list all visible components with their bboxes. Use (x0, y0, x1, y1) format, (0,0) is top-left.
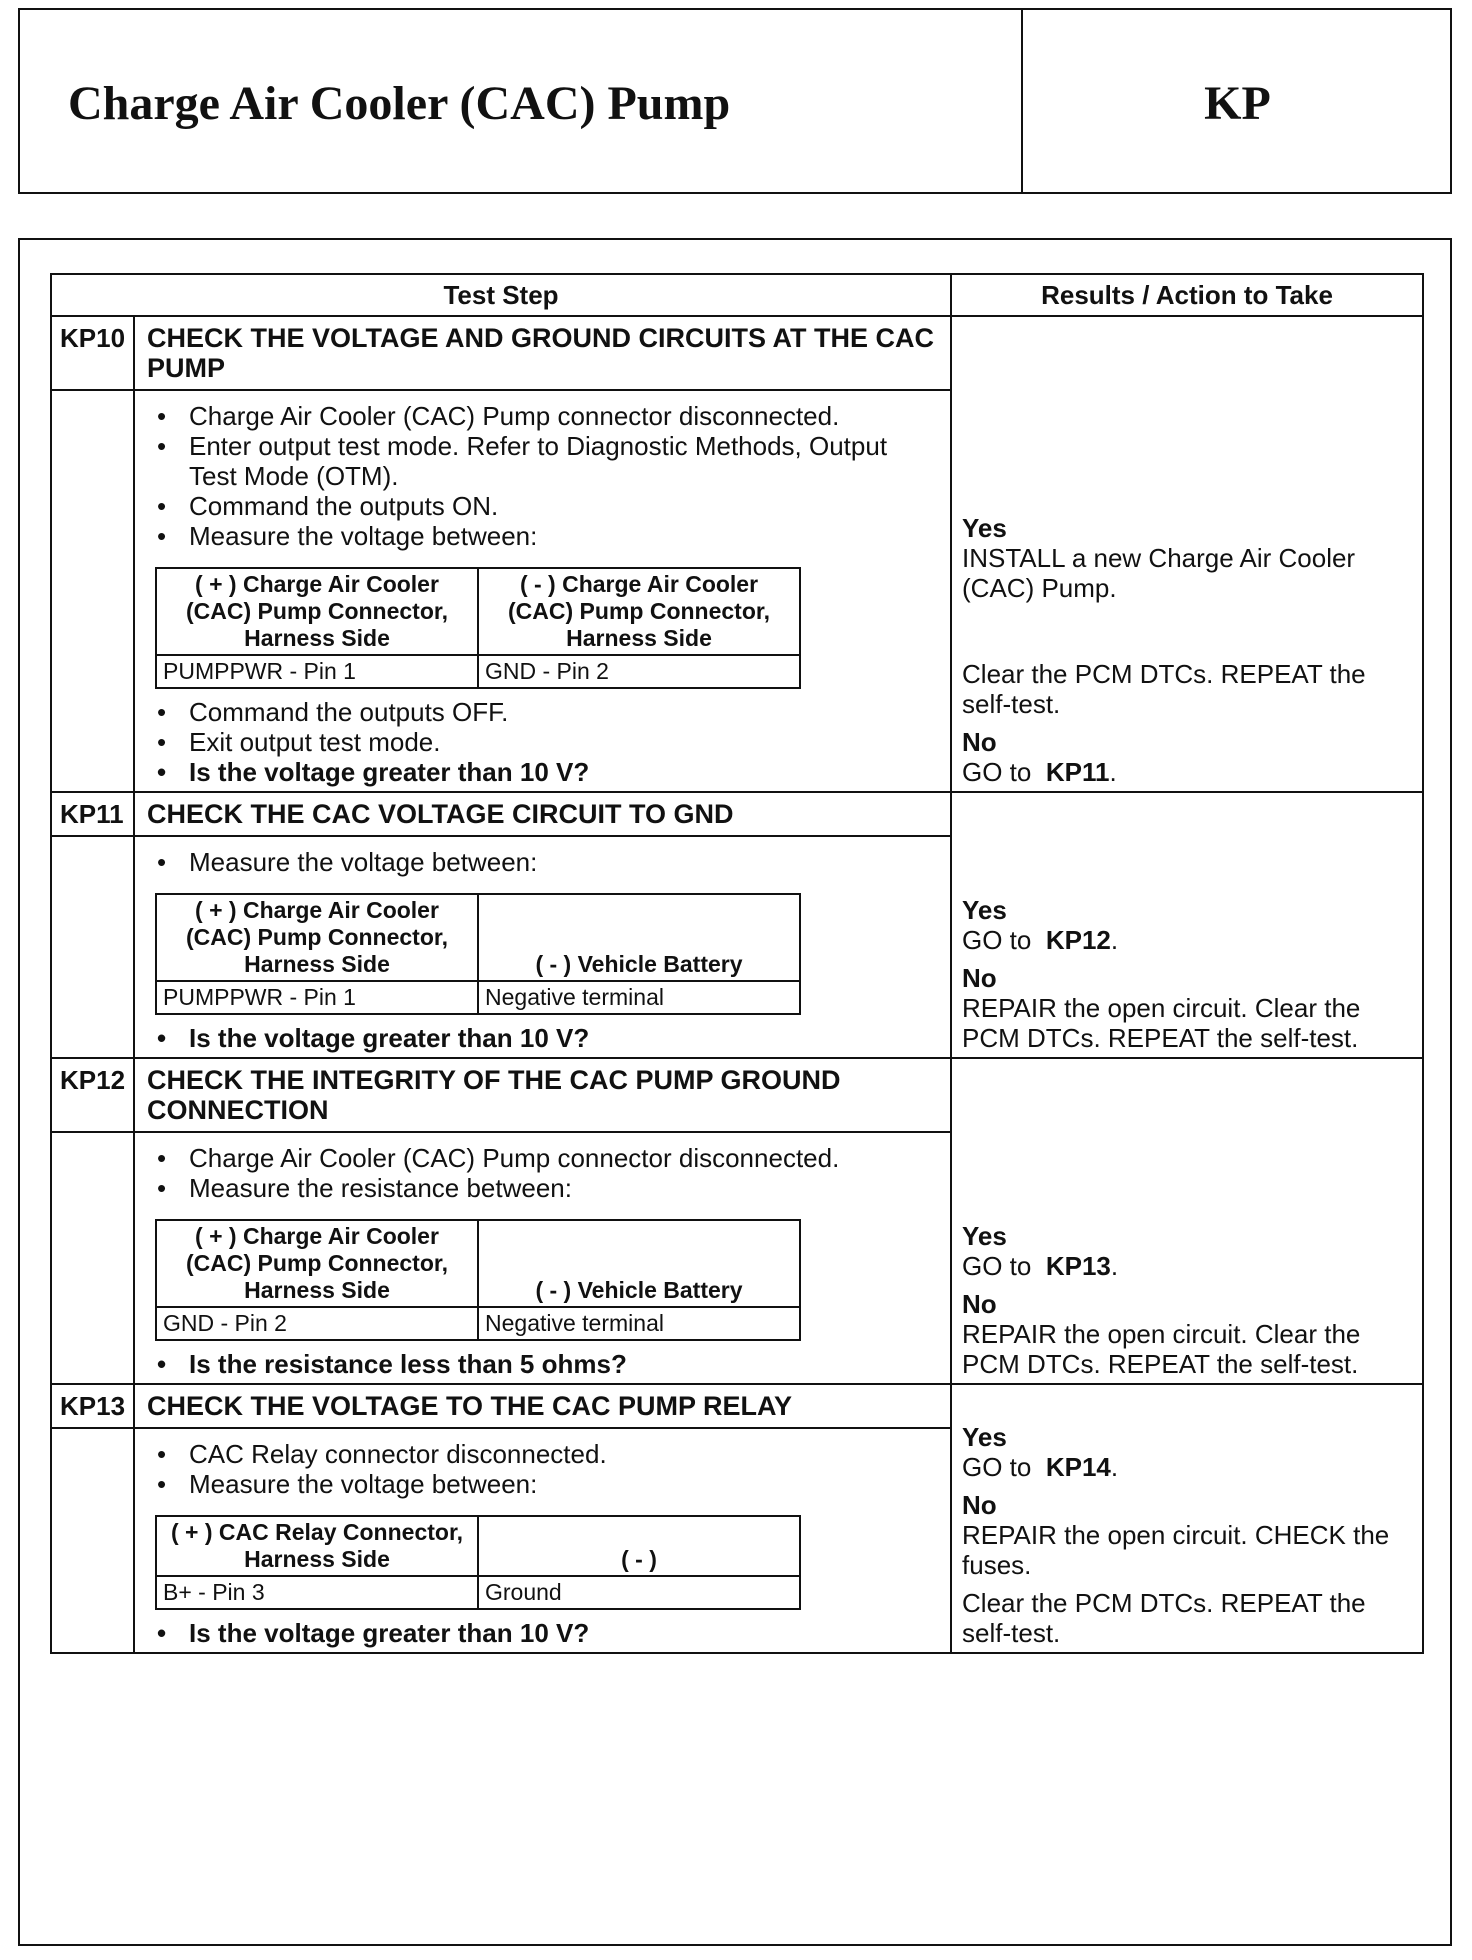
instruction-item: • Measure the voltage between: (147, 521, 940, 551)
meas-negative-value: Ground (478, 1576, 800, 1609)
meas-negative-value: GND - Pin 2 (478, 655, 800, 688)
step-results (951, 1058, 1423, 1384)
goto-link[interactable]: KP11 (1045, 757, 1110, 787)
no-label: No (962, 727, 997, 757)
yes-action: GO to KP13. (962, 1251, 1119, 1281)
measurement-table (155, 1219, 801, 1341)
instruction-item: • CAC Relay connector disconnected. (147, 1439, 940, 1469)
step-title-row (51, 792, 1423, 836)
meas-positive-value: B+ - Pin 3 (156, 1576, 478, 1609)
meas-negative-value: Negative terminal (478, 1307, 800, 1340)
step-instructions (134, 836, 951, 1058)
no-action: REPAIR the open circuit. Clear the PCM DTCs. REPEAT the self-test. (962, 1319, 1361, 1379)
measurement-table (155, 893, 801, 1015)
meas-positive-value: GND - Pin 2 (156, 1307, 478, 1340)
page-title: Charge Air Cooler (CAC) Pump (68, 77, 731, 130)
step-title: CHECK THE VOLTAGE AND GROUND CIRCUITS AT THE CAC PUMP (134, 316, 951, 390)
results-header: Results / Action to Take (951, 274, 1423, 316)
no-label: No (962, 963, 997, 993)
step-results (951, 1384, 1423, 1653)
step-instructions (134, 1132, 951, 1384)
step-results (951, 792, 1423, 1058)
measurement-table (155, 1515, 801, 1610)
step-title-row (51, 1058, 1423, 1132)
meas-negative-header: ( - ) Vehicle Battery (478, 894, 800, 981)
step-id: KP12 (51, 1058, 134, 1132)
step-question: • Is the voltage greater than 10 V? (147, 1023, 940, 1053)
no-action: REPAIR the open circuit. Clear the PCM DTCs. REPEAT the self-test. (962, 993, 1361, 1053)
meas-positive-value: PUMPPWR - Pin 1 (156, 655, 478, 688)
step-results (951, 316, 1423, 792)
instruction-item: • Charge Air Cooler (CAC) Pump connector disconnected. (147, 1143, 940, 1173)
measurement-table (155, 567, 801, 689)
section-code: KP (1204, 77, 1271, 130)
goto-link[interactable]: KP14 (1045, 1452, 1111, 1482)
instruction-item: • Enter output test mode. Refer to Diagnostic Methods, Output Test Mode (OTM). (147, 431, 940, 491)
yes-label: Yes (962, 895, 1007, 925)
step-title-row (51, 316, 1423, 390)
step-title: CHECK THE CAC VOLTAGE CIRCUIT TO GND (134, 792, 951, 836)
page-header (18, 8, 1452, 194)
yes-label: Yes (962, 1422, 1007, 1452)
yes-extra-action: Clear the PCM DTCs. REPEAT the self-test. (962, 659, 1366, 719)
goto-link[interactable]: KP13 (1045, 1251, 1111, 1281)
meas-positive-value: PUMPPWR - Pin 1 (156, 981, 478, 1014)
yes-action: GO to KP14. (962, 1452, 1119, 1482)
no-label: No (962, 1289, 997, 1319)
instruction-item: • Exit output test mode. (147, 727, 940, 757)
step-title: CHECK THE VOLTAGE TO THE CAC PUMP RELAY (134, 1384, 951, 1428)
yes-label: Yes (962, 1221, 1007, 1251)
no-extra-action: Clear the PCM DTCs. REPEAT the self-test. (962, 1588, 1366, 1648)
step-question: • Is the voltage greater than 10 V? (147, 757, 940, 787)
step-question: • Is the voltage greater than 10 V? (147, 1618, 940, 1648)
instruction-item: • Command the outputs ON. (147, 491, 940, 521)
step-title-row (51, 1384, 1423, 1428)
meas-negative-header: ( - ) Vehicle Battery (478, 1220, 800, 1307)
yes-action: INSTALL a new Charge Air Cooler (CAC) Pump. (962, 543, 1356, 603)
meas-positive-header: ( + ) CAC Relay Connector, Harness Side (156, 1516, 478, 1576)
yes-action: GO to KP12. (962, 925, 1119, 955)
instruction-item: • Measure the voltage between: (147, 1469, 940, 1499)
step-id: KP11 (51, 792, 134, 836)
instruction-item: • Measure the voltage between: (147, 847, 940, 877)
instruction-item: • Charge Air Cooler (CAC) Pump connector disconnected. (147, 401, 940, 431)
instruction-item: • Measure the resistance between: (147, 1173, 940, 1203)
meas-negative-header: ( - ) (478, 1516, 800, 1576)
table-header-row (51, 274, 1423, 316)
meas-negative-value: Negative terminal (478, 981, 800, 1014)
meas-positive-header: ( + ) Charge Air Cooler (CAC) Pump Connector, Harness Side (156, 568, 478, 655)
meas-positive-header: ( + ) Charge Air Cooler (CAC) Pump Connector, Harness Side (156, 894, 478, 981)
goto-link[interactable]: KP12 (1045, 925, 1111, 955)
step-instructions (134, 390, 951, 792)
yes-label: Yes (962, 513, 1007, 543)
no-action: REPAIR the open circuit. CHECK the fuses. (962, 1520, 1390, 1580)
no-action: GO to KP11. (962, 757, 1117, 787)
test-step-header: Test Step (51, 274, 951, 316)
step-id: KP13 (51, 1384, 134, 1428)
meas-negative-header: ( - ) Charge Air Cooler (CAC) Pump Connector, Harness Side (478, 568, 800, 655)
meas-positive-header: ( + ) Charge Air Cooler (CAC) Pump Connector, Harness Side (156, 1220, 478, 1307)
no-label: No (962, 1490, 997, 1520)
step-id: KP10 (51, 316, 134, 390)
step-title: CHECK THE INTEGRITY OF THE CAC PUMP GROUND CONNECTION (134, 1058, 951, 1132)
pinpoint-test-table (50, 273, 1424, 1654)
step-question: • Is the resistance less than 5 ohms? (147, 1349, 940, 1379)
step-instructions (134, 1428, 951, 1653)
instruction-item: • Command the outputs OFF. (147, 697, 940, 727)
